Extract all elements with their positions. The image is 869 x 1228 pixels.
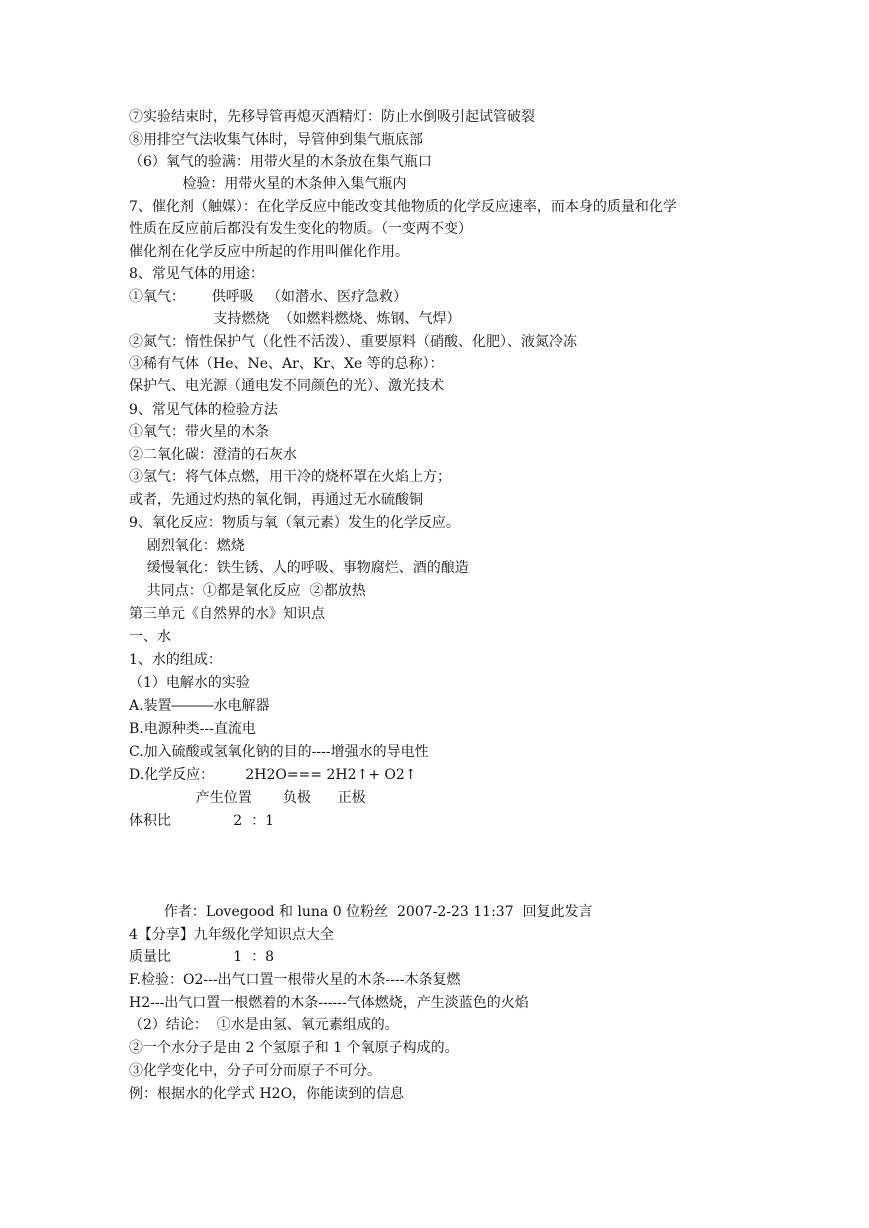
post-title: 4【分享】九年级化学知识点大全 — [129, 927, 334, 943]
section-heading: 9、常见气体的检验方法 — [129, 402, 278, 418]
text-line: 体积比 2 ：1 — [129, 813, 275, 829]
author-label: 作者： — [163, 904, 206, 920]
text-line: 催化剂在化学反应中所起的作用叫催化作用。 — [129, 244, 409, 260]
text-line: ③稀有气体（He、Ne、Ar、Kr、Xe 等的总称）： — [129, 356, 444, 372]
text-line: （6）氧气的验满：用带火星的木条放在集气瓶口 — [129, 154, 432, 170]
text-line: 例：根据水的化学式 H2O，你能读到的信息 — [129, 1086, 405, 1102]
text-line: H2---出气口置一根燃着的木条------气体燃烧，产生淡蓝色的火焰 — [129, 995, 529, 1011]
text-line: ⑧用排空气法收集气体时，导管伸到集气瓶底部 — [129, 132, 423, 148]
text-line: 性质在反应前后都没有发生变化的物质。（一变两不变） — [129, 221, 472, 237]
text-line: 产生位置 负极 正极 — [129, 790, 366, 806]
text-line: ③氢气：将气体点燃，用干冷的烧杯罩在火焰上方； — [129, 469, 451, 485]
text-line: ①氧气： 供呼吸 （如潜水、医疗急救） — [129, 289, 408, 305]
text-line: ⑦实验结束时，先移导管再熄灭酒精灯：防止水倒吸引起试管破裂 — [129, 109, 535, 125]
text-line: ①氧气：带火星的木条 — [129, 424, 269, 440]
text-line: 缓慢氧化：铁生锈、人的呼吸、事物腐烂、酒的酿造 — [129, 560, 469, 576]
text-line: ②氮气：惰性保护气（化性不活泼）、重要原料（硝酸、化肥）、液氮冷冻 — [129, 334, 577, 350]
text-line: 或者，先通过灼热的氧化铜，再通过无水硫酸铜 — [129, 492, 423, 508]
section-heading: 9、氧化反应：物质与氧（氧元素）发生的化学反应。 — [129, 515, 460, 531]
text-line: 保护气、电光源（通电发不同颜色的光）、激光技术 — [129, 378, 444, 394]
reply-link[interactable]: 回复此发言 — [522, 904, 593, 920]
text-line: 共同点：①都是氧化反应 ②都放热 — [129, 583, 366, 599]
text-line: F.检验：O2---出气口置一根带火星的木条----木条复燃 — [129, 972, 461, 988]
text-line: （2）结论： ①水是由氢、氧元素组成的。 — [129, 1017, 399, 1033]
unit-title: 第三单元《自然界的水》知识点 — [129, 606, 325, 622]
section-heading: 8、常见气体的用途： — [129, 266, 264, 282]
text-line: C.加入硫酸或氢氧化钠的目的----增强水的导电性 — [129, 744, 429, 760]
text-line: ②二氧化碳：澄清的石灰水 — [129, 447, 297, 463]
text-line: ③化学变化中，分子可分而原子不可分。 — [129, 1063, 381, 1079]
text-line: 质量比 1 ：8 — [129, 949, 275, 965]
post-datetime: 2007-2-23 11:37 — [397, 904, 514, 920]
text-line: 检验：用带火星的木条伸入集气瓶内 — [129, 176, 407, 192]
text-line: A.装置―――水电解器 — [129, 698, 270, 714]
author-name[interactable]: Lovegood 和 luna — [205, 904, 329, 920]
text-line: ②一个水分子是由 2 个氢原子和 1 个氧原子构成的。 — [129, 1040, 459, 1056]
text-line: D.化学反应： 2H2O=== 2H2↑+ O2↑ — [129, 767, 417, 783]
fan-count[interactable]: 0 位粉丝 — [332, 904, 389, 920]
post-meta — [146, 879, 593, 920]
section-heading: 1、水的组成： — [129, 652, 222, 668]
section-heading: 一、水 — [129, 629, 171, 645]
text-line: B.电源种类---直流电 — [129, 721, 256, 737]
text-line: （1）电解水的实验 — [129, 675, 250, 691]
text-line: 剧烈氧化：燃烧 — [129, 538, 245, 554]
text-line: 7、催化剂（触媒）：在化学反应中能改变其他物质的化学反应速率，而本身的质量和化学 — [129, 199, 677, 215]
text-line: 支持燃烧 （如燃料燃烧、炼钢、气焊） — [129, 311, 461, 327]
